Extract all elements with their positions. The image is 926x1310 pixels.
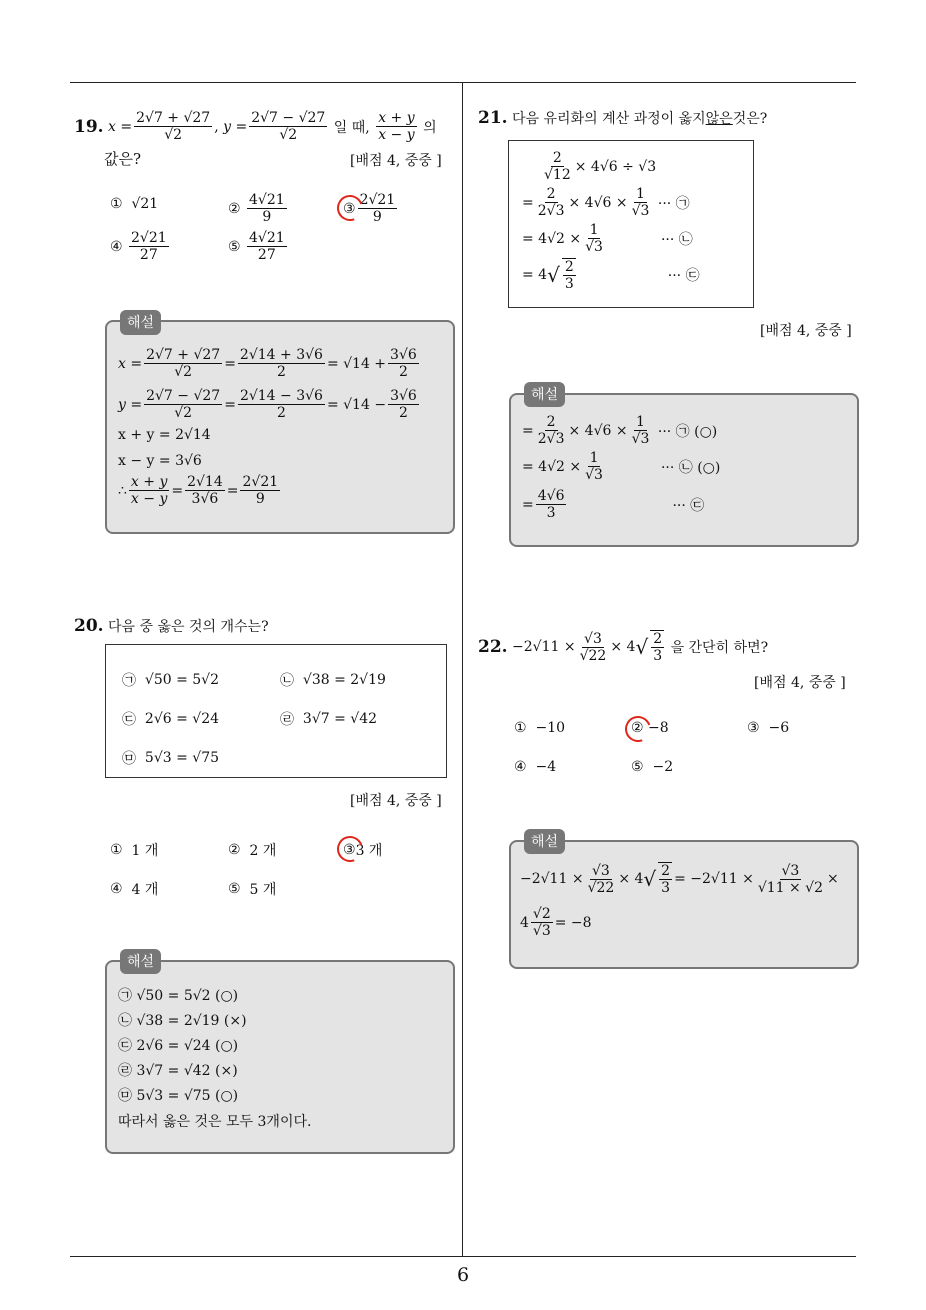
q19-choice-4[interactable]: ④ $\frac{2√21}{27}$ (110, 230, 167, 263)
q20-choice-4[interactable]: ④ 4 개 (110, 881, 159, 898)
q19-solution-tag: 해설 (120, 310, 161, 335)
bottom-rule (70, 1256, 856, 1257)
q20-solution-tag: 해설 (120, 949, 161, 974)
q19-sol-line-5: ∴ $\frac{x + y}{x - y}$ = $\frac{2√14}{3√6}$ = $\frac{2√21}{9}$ (118, 474, 279, 507)
q20-choice-3[interactable]: ③ 3 개 (343, 842, 383, 859)
q21-sol-line-2: = 4√2 × $\frac{1}{√3}$ ··· ㉡ (○) (522, 450, 721, 483)
q20-sol-line-5: ㉤ 5√3 = √75 (○) (118, 1088, 239, 1104)
q22-solution-box (509, 840, 859, 969)
q21-box-line-1: $\frac{2}{√12}$ × 4√6 ÷ √3 (544, 150, 657, 183)
q20-sol-line-2: ㉡ √38 = 2√19 (×) (118, 1013, 247, 1029)
q21-score: [배점 4, 중중 ] (760, 323, 852, 339)
q19-sol-line-4: x − y = 3√6 (118, 453, 202, 469)
q22-choice-4[interactable]: ④ −4 (514, 759, 557, 775)
q20-sol-line-1: ㉠ √50 = 5√2 (○) (118, 988, 239, 1004)
q19-choice-1[interactable]: ① √21 (110, 196, 159, 212)
q21-box-line-2: = $\frac{2}{2√3}$ × 4√6 × $\frac{1}{√3}$ ··· ㉠ (522, 186, 690, 219)
q19-y-fraction: $\frac{2√7 - √27}{√2}$ (251, 110, 326, 143)
q19-choice-2[interactable]: ② $\frac{4√21}{9}$ (228, 192, 285, 225)
q20-choice-1[interactable]: ① 1 개 (110, 842, 159, 859)
q20-answer-mark (333, 832, 368, 867)
q19-ratio-fraction: $\frac{x + y}{x - y}$ (378, 110, 415, 143)
q21-sol-line-1: = $\frac{2}{2√3}$ × 4√6 × $\frac{1}{√3}$ ··· ㉠ (○) (522, 414, 718, 447)
q20-item-2: ㉡ √38 = 2√19 (280, 672, 386, 689)
q21-solution-tag: 해설 (524, 382, 565, 407)
q20-sol-line-4: ㉣ 3√7 = √42 (×) (118, 1063, 238, 1079)
q20-choice-5[interactable]: ⑤ 5 개 (228, 881, 277, 898)
q19-score: [배점 4, 중중 ] (350, 153, 442, 169)
q19-sol-line-3: x + y = 2√14 (118, 427, 211, 443)
q22-sol-line-2: 4 $\frac{√2}{√3}$ = −8 (520, 906, 592, 939)
q21-sol-line-3: = $\frac{4√6}{3}$ ··· ㉢ (522, 488, 705, 521)
column-divider (462, 82, 463, 1256)
q20-score: [배점 4, 중중 ] (350, 793, 442, 809)
q22-question: 22. −2√11 × $\frac{√3}{√22}$ × 4 √ $\frac{2}{3}$ 을 간단히 하면? (478, 630, 769, 664)
q19-sol-line-2: y = $\frac{2√7 - √27}{√2}$ = $\frac{2√14 - 3√6}{2}$ = √14 − $\frac{3√6}{2}$ (118, 388, 417, 421)
q20-question: 20. 다음 중 옳은 것의 개수는? (74, 616, 269, 636)
q22-choice-5[interactable]: ⑤ −2 (631, 759, 674, 775)
q20-sol-line-3: ㉢ 2√6 = √24 (○) (118, 1038, 239, 1054)
q19-x-fraction: $\frac{2√7 + √27}{√2}$ (136, 110, 211, 143)
top-rule (70, 82, 856, 83)
q22-choice-3[interactable]: ③ −6 (747, 720, 790, 736)
page-number: 6 (456, 1264, 470, 1286)
q20-item-1: ㉠ √50 = 5√2 (122, 672, 220, 689)
q22-answer-mark (621, 712, 656, 747)
q22-solution-tag: 해설 (524, 829, 565, 854)
q19-choice-3[interactable]: ③ $\frac{2√21}{9}$ (343, 192, 396, 225)
q20-choice-2[interactable]: ② 2 개 (228, 842, 277, 859)
q21-question: 21. 다음 유리화의 계산 과정이 옳지 않은 것은? (478, 108, 768, 128)
q20-item-3: ㉢ 2√6 = √24 (122, 711, 220, 728)
q19-choice-5[interactable]: ⑤ $\frac{4√21}{27}$ (228, 230, 285, 263)
q20-sol-line-6: 따라서 옳은 것은 모두 3개이다. (118, 1114, 312, 1130)
q19-question: 19. x = $\frac{2√7 + √27}{√2}$ , y = $\frac{2√7 - √27}{√2}$ 일 때, $\frac{x + y}{x - y}$ 의 (74, 110, 437, 143)
q21-box-line-4: = 4 √ $\frac{2}{3}$ ··· ㉢ (522, 259, 700, 292)
q22-choice-2[interactable]: ② −8 (631, 720, 669, 736)
q22-score: [배점 4, 중중 ] (754, 675, 846, 691)
q19-question-line2: 값은? (104, 150, 142, 168)
q22-sol-line-1: −2√11 × $\frac{√3}{√22}$ × 4 √ $\frac{2}{3}$ = −2√11 × $\frac{√3}{√11 \times √2}$ × (520, 862, 839, 896)
q20-item-4: ㉣ 3√7 = √42 (280, 711, 378, 728)
q22-choice-1[interactable]: ① −10 (514, 720, 566, 736)
q21-box-line-3: = 4√2 × $\frac{1}{√3}$ ··· ㉡ (522, 222, 693, 255)
q20-item-5: ㉤ 5√3 = √75 (122, 750, 220, 767)
q19-sol-line-1: x = $\frac{2√7 + √27}{√2}$ = $\frac{2√14 + 3√6}{2}$ = √14 + $\frac{3√6}{2}$ (118, 347, 417, 380)
